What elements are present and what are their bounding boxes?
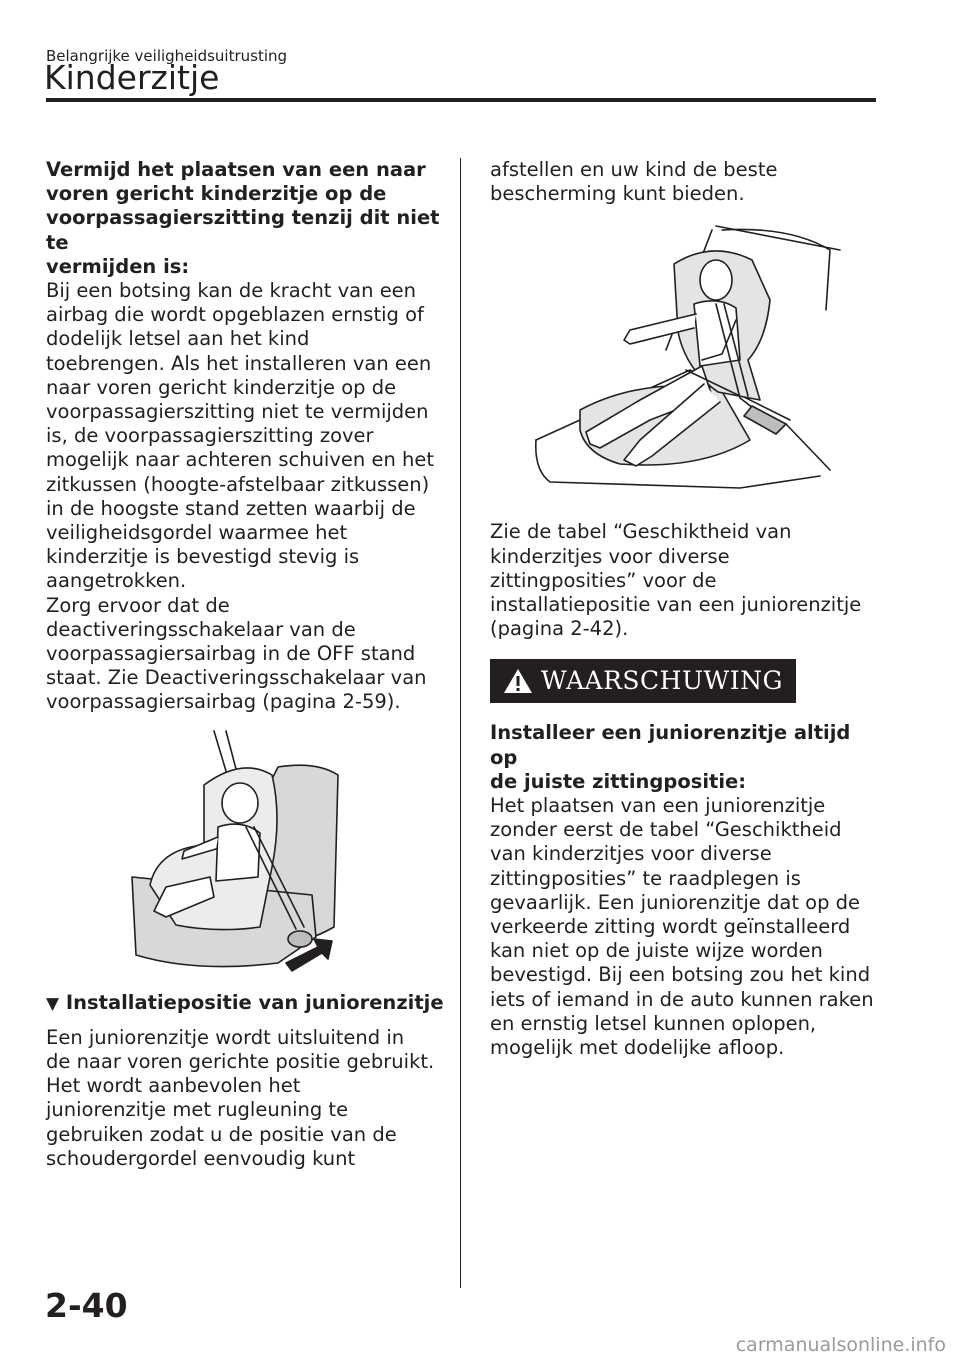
right-column — [490, 158, 880, 1060]
continued-paragraph: afstellen en uw kind de beste bescherming kunt bieden. — [490, 158, 778, 206]
watermark: carmanualsonline.info — [735, 1334, 946, 1356]
column-divider — [460, 158, 461, 1288]
left-column — [46, 158, 451, 1171]
page-title: Kinderzitje — [44, 58, 220, 97]
booster-seat-illustration — [490, 220, 880, 510]
warning-triangle-icon — [503, 668, 533, 694]
junior-seat-paragraph: Een juniorenzitje wordt uitsluitend in de naar voren gerichte positie gebruikt. Het wordt aanbevolen het juniorenzitje met rugleuning te gebruiken zodat u de positie van de schoudergordel eenvoudig kunt — [46, 1025, 435, 1170]
deactivation-paragraph: Zorg ervoor dat de deactiveringsschakelaar van de voorpassagiersairbag in de OFF stand staat. Zie Deactiveringsschakelaar van voorpassagiersairbag (pagina 2-59). — [46, 593, 427, 714]
forward-facing-child-seat-illustration — [46, 727, 451, 977]
reference-paragraph: Zie de tabel “Geschiktheid van kinderzitjes voor diverse zittingposities” voor de installatiepositie van een juniorenzitje (pagina 2-42). — [490, 520, 862, 641]
front-seat-warning-heading: Vermijd het plaatsen van een naar voren gericht kinderzitje op de voorpassagierszitting tenzij dit niet te vermijden is: — [46, 158, 440, 278]
section-breadcrumb: Belangrijke veiligheidsuitrusting — [46, 47, 288, 65]
airbag-paragraph: Bij een botsing kan de kracht van een airbag die wordt opgeblazen ernstig of dodelijk letsel aan het kind toebrengen. Als het installeren van een naar voren gericht kinderzitje op de voorpassagierszitting niet te vermijden is, de voorpassagierszitting zover mogelijk naar achteren schuiven en het zitkussen (hoogte-afstelbaar zitkussen) in de hoogste stand zetten waarbij de veiligheidsgordel waarmee het kinderzitje is bevestigd stevig is aangetrokken. — [46, 279, 435, 593]
warning-label: WAARSCHUWING — [541, 666, 783, 696]
page-number: 2-40 — [45, 1286, 128, 1325]
subheading-junior-seat-position — [46, 991, 451, 1016]
triangle-down-icon: ▼ — [46, 993, 60, 1014]
subheading-text: Installatiepositie van juniorenzitje — [65, 990, 444, 1014]
header-rule — [46, 98, 876, 102]
warning-banner — [490, 659, 796, 703]
warning-text: Het plaatsen van een juniorenzitje zonder eerst de tabel “Geschiktheid van kinderzitjes voor diverse zittingposities” te raadplegen is gevaarlijk. Een juniorenzitje dat op de verkeerde zitting wordt geïnstalleerd kan niet op de juiste wijze worden bevestigd. Bij een botsing zou het kind iets of iemand in de auto kunnen raken en ernstig letsel kunnen oplopen, mogelijk met dodelijke afloop. — [490, 794, 874, 1060]
warning-heading: Installeer een juniorenzitje altijd op de juiste zittingpositie: — [490, 721, 851, 793]
